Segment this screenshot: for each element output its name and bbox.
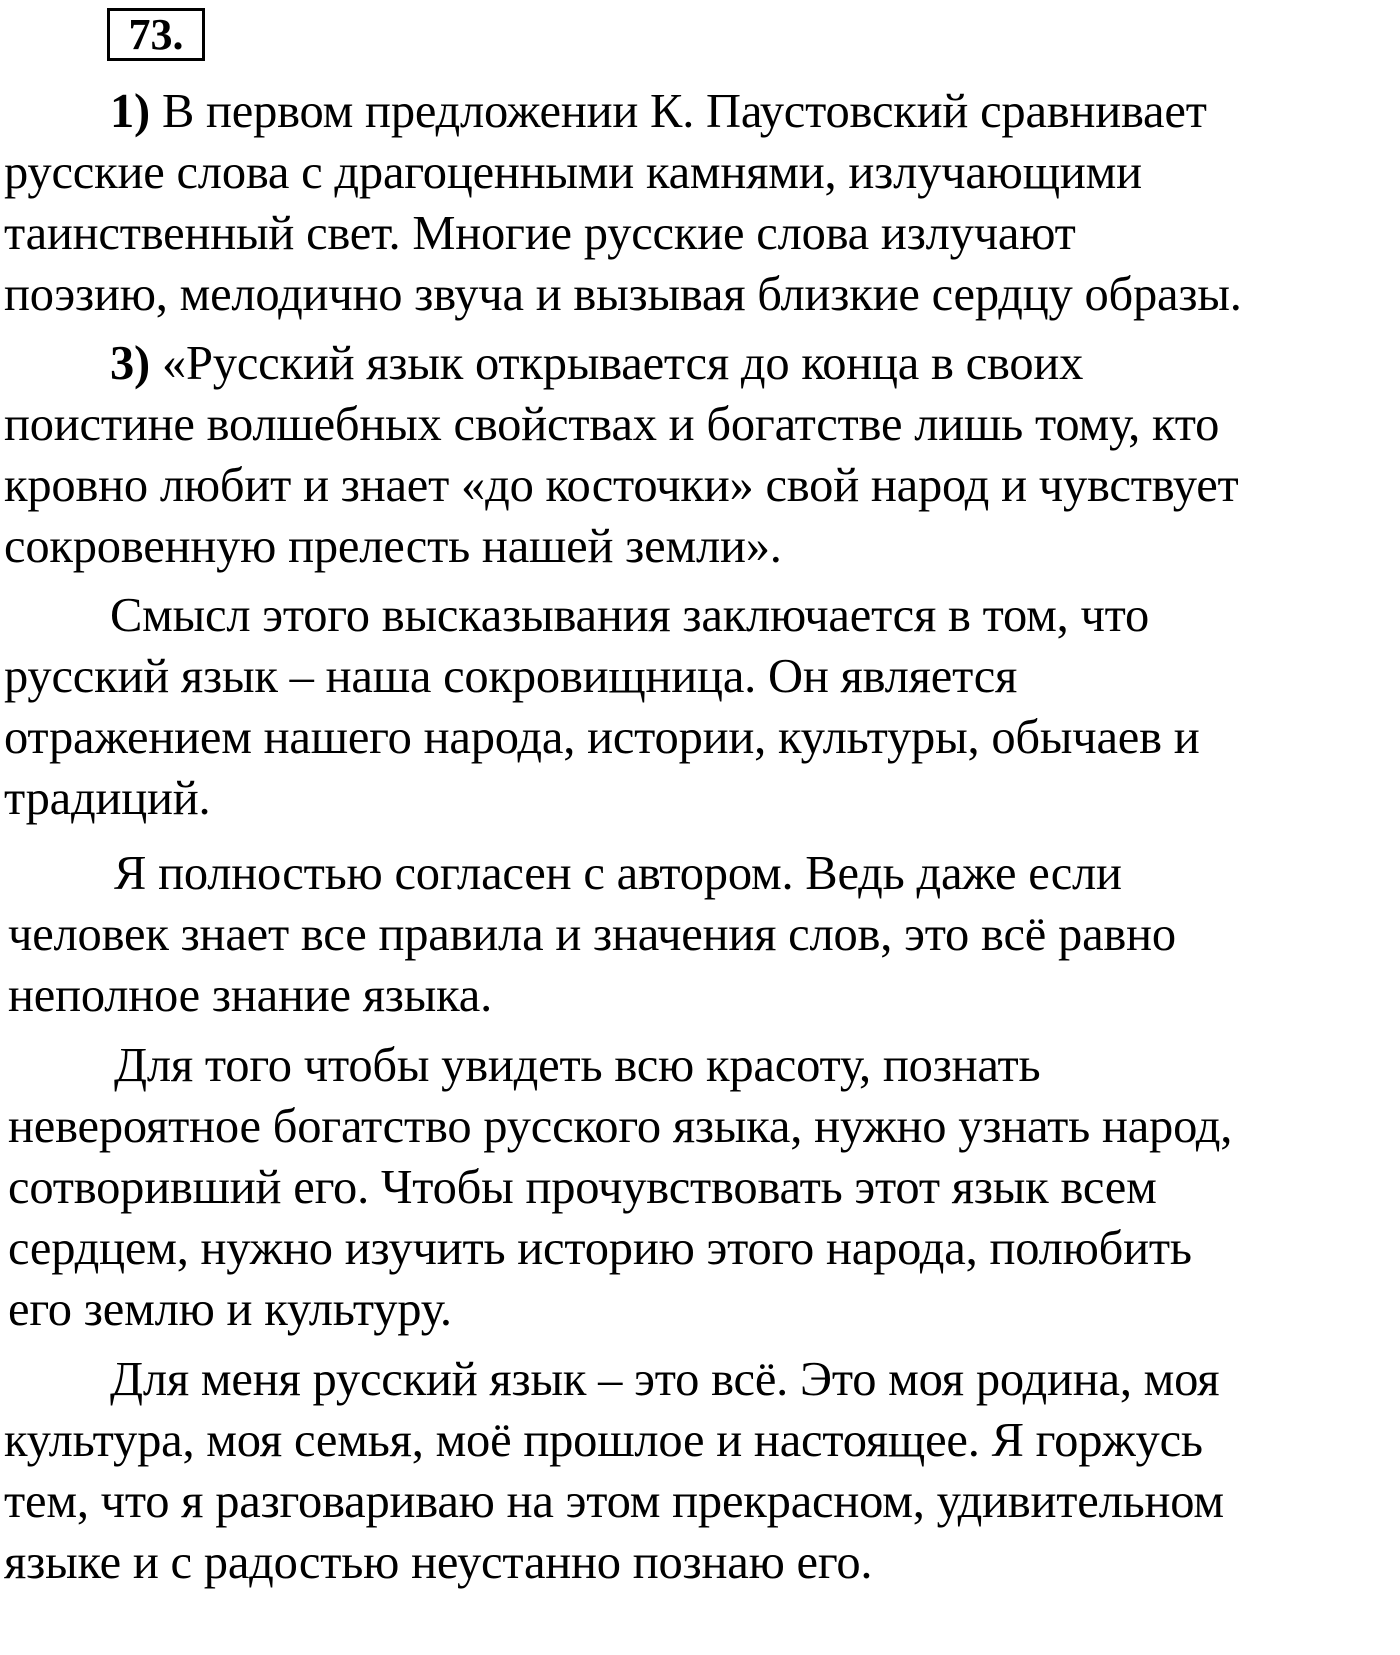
paragraph-4: [8, 843, 1398, 1026]
paragraph-6: [4, 1349, 1394, 1593]
paragraph-line: таинственный свет. Многие русские слова излучают: [4, 207, 1076, 260]
paragraph-line: Для меня русский язык – это всё. Это моя родина, моя: [110, 1353, 1220, 1406]
paragraph-3: [4, 585, 1394, 829]
task-number: 73.: [128, 10, 184, 59]
paragraph-line: языке и с радостью неустанно познаю его.: [4, 1536, 873, 1589]
paragraph-line: сокровенную прелесть нашей земли».: [4, 520, 782, 573]
paragraph-line: Для того чтобы увидеть всю красоту, познать: [114, 1039, 1041, 1092]
paragraph-line: тем, что я разговариваю на этом прекрасном, удивительном: [4, 1475, 1224, 1528]
paragraph-line: невероятное богатство русского языка, нужно узнать народ,: [8, 1100, 1233, 1153]
paragraph-1: [4, 81, 1394, 325]
paragraph-line: неполное знание языка.: [8, 969, 493, 1022]
paragraph-line: кровно любит и знает «до косточки» свой народ и чувствует: [4, 459, 1239, 512]
paragraph-line: человек знает все правила и значения слов, это всё равно: [8, 908, 1176, 961]
paragraph-line: русские слова с драгоценными камнями, излучающими: [4, 146, 1142, 199]
paragraph-2: [4, 333, 1394, 577]
paragraph-line: 3) «Русский язык открывается до конца в своих: [110, 337, 1084, 390]
paragraph-line: поэзию, мелодично звуча и вызывая близкие сердцу образы.: [4, 268, 1242, 321]
paragraph-marker: 3): [110, 337, 151, 390]
paragraph-line: традиций.: [4, 772, 211, 825]
paragraph-line: Смысл этого высказывания заключается в том, что: [110, 589, 1150, 642]
paragraph-5: [8, 1035, 1398, 1340]
paragraph-line: отражением нашего народа, истории, культуры, обычаев и: [4, 711, 1200, 764]
paragraph-marker: 1): [110, 85, 151, 138]
paragraph-line: культура, моя семья, моё прошлое и настоящее. Я горжусь: [4, 1414, 1203, 1467]
paragraph-line: его землю и культуру.: [8, 1283, 452, 1336]
task-number-box: [107, 8, 205, 61]
paragraph-line: Я полностью согласен с автором. Ведь даже если: [114, 847, 1122, 900]
paragraph-line: русский язык – наша сокровищница. Он является: [4, 650, 1018, 703]
paragraph-line: сердцем, нужно изучить историю этого народа, полюбить: [8, 1222, 1192, 1275]
paragraph-line: 1) В первом предложении К. Паустовский сравнивает: [110, 85, 1207, 138]
paragraph-line: поистине волшебных свойствах и богатстве лишь тому, кто: [4, 398, 1220, 451]
paragraph-line: сотворивший его. Чтобы прочувствовать этот язык всем: [8, 1161, 1157, 1214]
